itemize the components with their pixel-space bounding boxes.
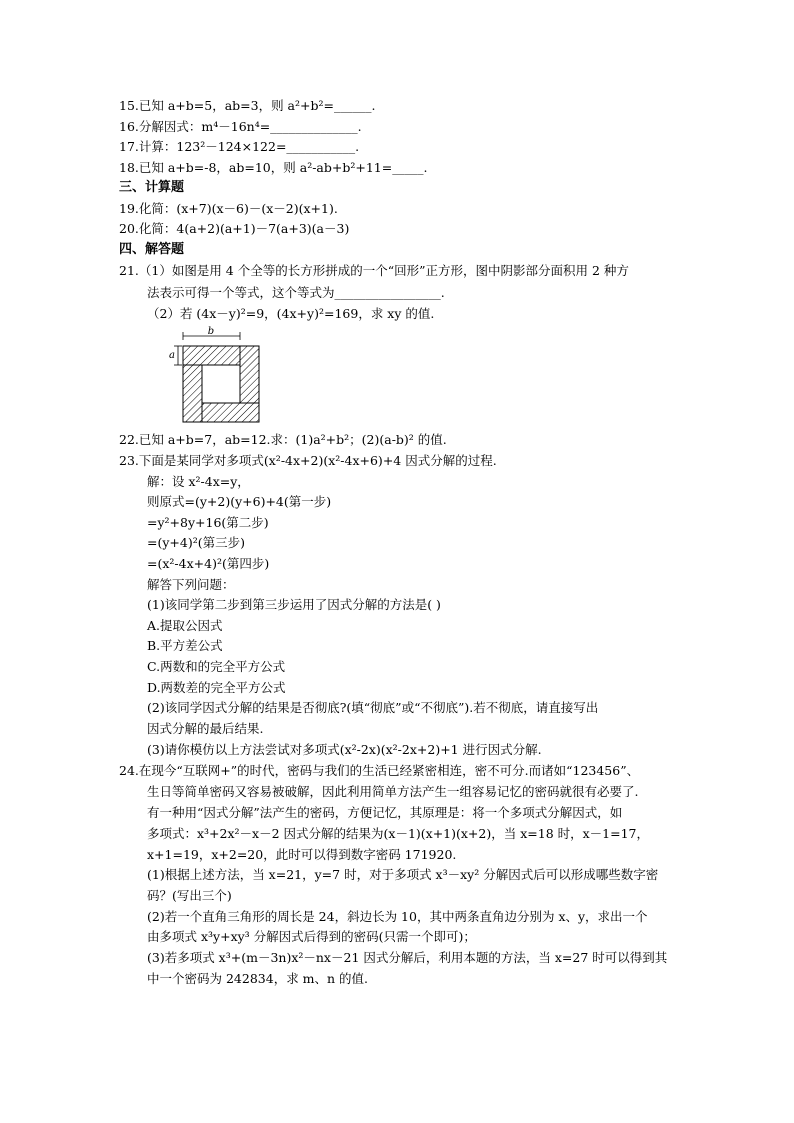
question-20: 20.化简：4(a+2)(a+1)－7(a+3)(a－3): [119, 221, 350, 236]
question-21-line-1: 21.（1）如图是用 4 个全等的长方形拼成的一个“回形”正方形，图中阴影部分面积用 2 种方: [119, 263, 629, 278]
question-19: 19.化简：(x+7)(x－6)－(x－2)(x+1).: [119, 201, 338, 216]
question-24-line-4: 多项式：x³+2x²－x－2 因式分解的结果为(x－1)(x+1)(x+2)，当 x=18 时，x－1=17，: [147, 826, 649, 841]
question-23-solution-4: =(y+4)²(第三步): [147, 535, 245, 550]
question-17: 17.计算：123²－124×122=___________.: [119, 139, 360, 154]
question-24-part-2-line-1: (2)若一个直角三角形的周长是 24，斜边长为 10，其中两条直角边分别为 x、y，求出一个: [147, 909, 648, 924]
rectangle-top: [183, 346, 240, 365]
question-22: 22.已知 a+b=7，ab=12.求：(1)a²+b²；(2)(a-b)² 的值.: [119, 432, 447, 447]
question-24-line-3: 有一种用“因式分解”法产生的密码，方便记忆，其原理是：将一个多项式分解因式，如: [147, 805, 623, 820]
question-15: 15.已知 a+b=5，ab=3，则 a²+b²=______.: [119, 98, 376, 113]
question-23-solution-5: =(x²-4x+4)²(第四步): [147, 556, 270, 571]
option-d: D.两数差的完全平方公式: [147, 680, 286, 695]
rectangle-left: [183, 365, 202, 422]
question-24-part-3-line-1: (3)若多项式 x³+(m－3n)x²－nx－21 因式分解后，利用本题的方法，当 x=27 时可以得到其: [147, 950, 668, 965]
question-23-part-1: (1)该同学第二步到第三步运用了因式分解的方法是( ): [147, 597, 441, 612]
question-18: 18.已知 a+b=-8，ab=10，则 a²-ab+b²+11=_____.: [119, 160, 428, 175]
question-23-part-3: (3)请你模仿以上方法尝试对多项式(x²-2x)(x²-2x+2)+1 进行因式分解.: [147, 742, 542, 757]
question-21-part-2: （2）若 (4x－y)²=9，(4x+y)²=169，求 xy 的值.: [147, 306, 435, 321]
question-24-line-1: 24.在现今“互联网+”的时代，密码与我们的生活已经紧密相连，密不可分.而诸如“123456”、: [119, 763, 640, 778]
question-23-part-2-line-2: 因式分解的最后结果.: [147, 721, 264, 736]
question-24-part-3-line-2: 中一个密码为 242834，求 m、n 的值.: [147, 971, 369, 986]
section-heading-solutions: 四、解答题: [119, 242, 185, 257]
question-23-solution-3: =y²+8y+16(第二步): [147, 515, 269, 530]
dimension-a-label: a: [169, 350, 175, 361]
question-23-part-2-line-1: (2)该同学因式分解的结果是否彻底?(填“彻底”或“不彻底”).若不彻底，请直接写出: [147, 700, 599, 715]
dimension-b-label: b: [207, 326, 215, 337]
option-c: C.两数和的完全平方公式: [147, 659, 286, 674]
option-a: A.提取公因式: [147, 618, 223, 633]
center-square: [202, 365, 240, 403]
question-24-part-2-line-2: 由多项式 x³y+xy³ 分解因式后得到的密码(只需一个即可)；: [147, 929, 476, 944]
rectangle-right: [240, 346, 259, 403]
question-23-solution-1: 解：设 x²-4x=y，: [147, 474, 250, 489]
question-23: 23.下面是某同学对多项式(x²-4x+2)(x²-4x+6)+4 因式分解的过程.: [119, 453, 497, 468]
question-24-part-1-line-2: 码？(写出三个): [147, 888, 232, 903]
question-24-part-1-line-1: (1)根据上述方法，当 x=21，y=7 时，对于多项式 x³－xy² 分解因式后可以形成哪些数字密: [147, 867, 659, 882]
question-23-solution-2: 则原式=(y+2)(y+6)+4(第一步): [147, 494, 332, 509]
question-24-line-5: x+1=19，x+2=20，此时可以得到数字密码 171920.: [147, 847, 457, 862]
question-21-line-2: 法表示可得一个等式，这个等式为_________________.: [147, 285, 445, 300]
option-b: B.平方差公式: [147, 638, 223, 653]
question-24-line-2: 生日等简单密码又容易被破解，因此利用简单方法产生一组容易记忆的密码就很有必要了.: [147, 784, 639, 799]
section-heading-calculation: 三、计算题: [119, 180, 185, 195]
question-16: 16.分解因式：m⁴－16n⁴=______________.: [119, 119, 362, 134]
hui-square-figure: [168, 326, 268, 424]
rectangle-bottom: [202, 403, 259, 422]
question-23-prompt: 解答下列问题：: [147, 577, 235, 592]
